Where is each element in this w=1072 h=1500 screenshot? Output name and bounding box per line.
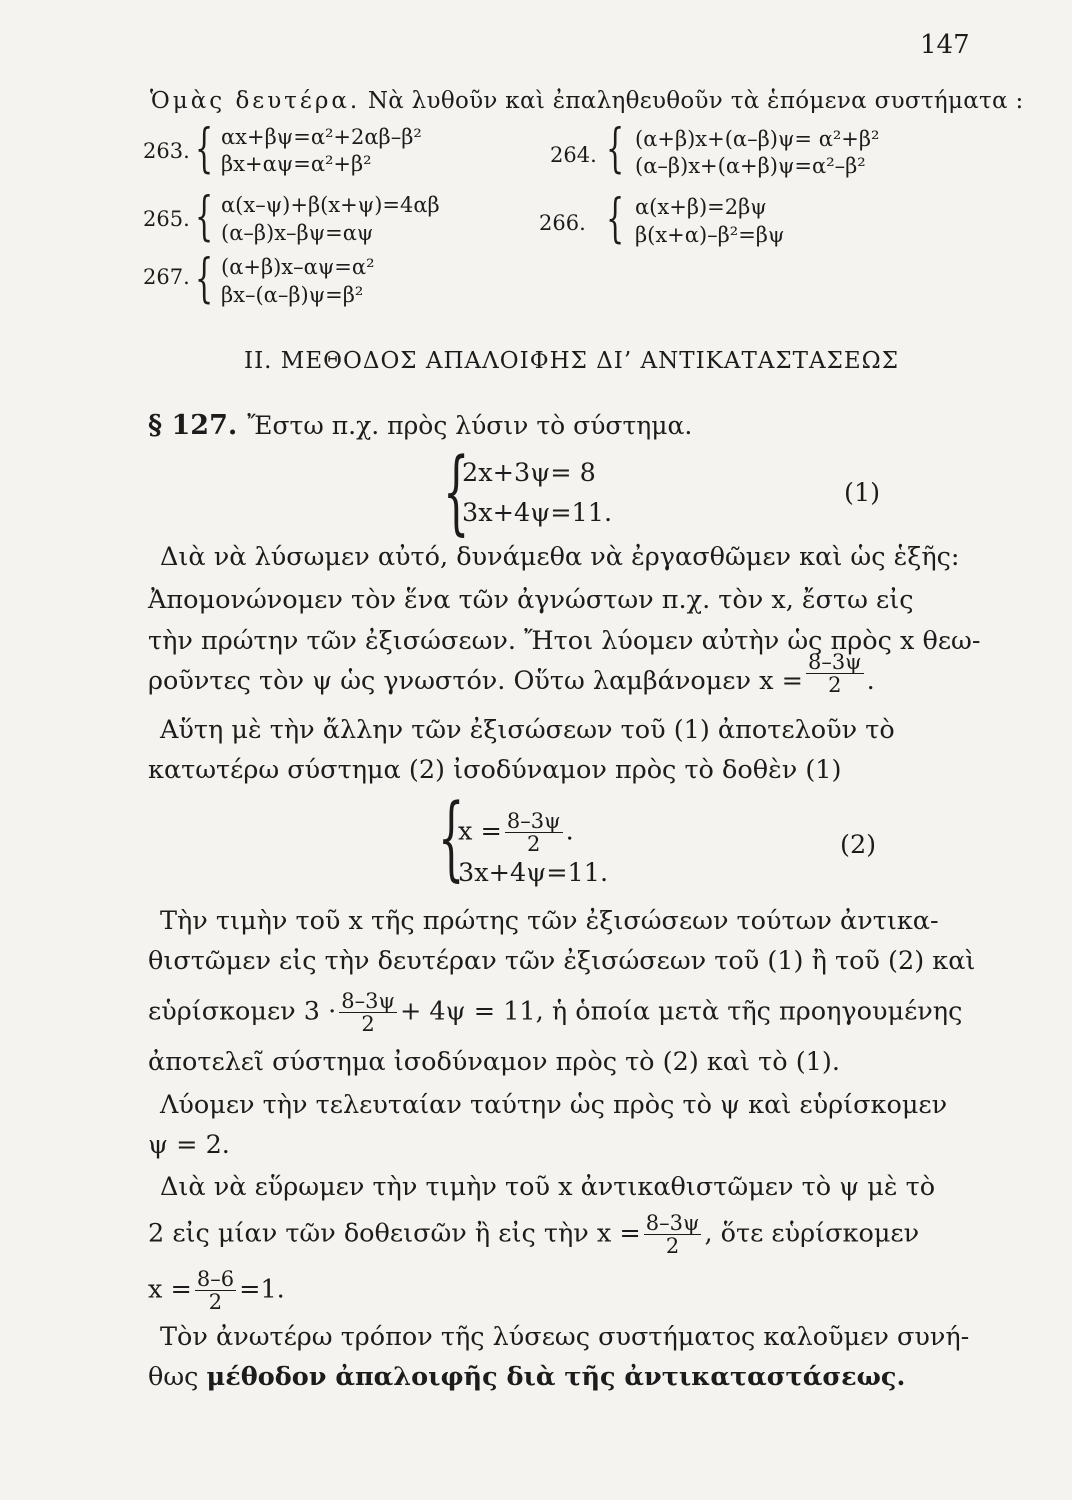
body-line-8: θιστῶμεν εἰς τὴν δευτέραν τῶν ἐξισώσεων τοῦ (1) ἢ τοῦ (2) καὶ: [148, 946, 976, 976]
paragraph-intro-text: Ἔστω π.χ. πρὸς λύσιν τὸ σύστημα.: [247, 411, 693, 440]
system1-label: (1): [844, 478, 881, 508]
fraction-4: [644, 1212, 702, 1257]
fraction-1: [806, 651, 864, 696]
fraction-2-numerator: 8–3ψ: [506, 809, 561, 833]
exercise-267-eq2: βx–(α–β)ψ=β²: [221, 283, 364, 307]
exercise-266-eq2: β(x+α)–β²=βψ: [635, 223, 785, 247]
section-heading: II. ΜΕΘΟΔΟΣ ΑΠΑΛΟΙΦΗΣ ΔΙ’ ΑΝΤΙΚΑΤΑΣΤΑΣΕΩΣ: [244, 348, 900, 374]
fraction-1-numerator: 8–3ψ: [807, 649, 862, 674]
body-line-15: [148, 1268, 285, 1313]
system2-x-lhs: x =: [458, 816, 502, 847]
body-line-4: ροῦντες τὸν ψ ὡς γνωστόν. Οὕτω λαμβάνομεν x = $\frac{8-3\psi}{2}$ .: [148, 649, 875, 697]
page-number: 147: [920, 30, 970, 60]
body-line-15a: x =: [148, 1274, 192, 1305]
exercise-265-eq2: (α–β)x–βψ=αψ: [221, 221, 374, 245]
group-heading-rest: Νὰ λυθοῦν καὶ ἐπαληθευθοῦν τὰ ἑπόμενα συστήματα :: [367, 88, 1024, 114]
paragraph-intro: [148, 410, 692, 441]
exercise-list: [143, 119, 943, 345]
exercise-265-number: 265.: [143, 207, 190, 231]
body-line-1: Διὰ νὰ λύσωμεν αὐτό, δυνάμεθα νὰ ἐργασθῶμεν καὶ ὡς ἑξῆς:: [160, 542, 960, 572]
body-line-17: [148, 1362, 905, 1392]
group-heading-lead: Ὁμὰς δευτέρα.: [150, 88, 361, 114]
exercise-264-eq1: (α+β)x+(α–β)ψ= α²+β²: [635, 127, 880, 151]
exercise-264-number: 264.: [550, 143, 597, 167]
fraction-2-denominator: 2: [527, 832, 541, 856]
group-heading: [150, 88, 1024, 114]
exercise-266-number: 266.: [539, 211, 586, 235]
exercise-267-eq1: (α+β)x–αψ=α²: [221, 255, 375, 279]
brace-266: {: [606, 189, 625, 249]
body-line-15b: =1.: [239, 1274, 285, 1305]
body-line-9a: εὑρίσκομεν 3 ·: [148, 996, 337, 1027]
body-line-9b: + 4ψ = 11,: [399, 996, 544, 1027]
system1-brace: {: [443, 438, 470, 545]
section-mark: § 127.: [148, 410, 238, 441]
fraction-4-denominator: 2: [665, 1234, 680, 1258]
fraction-4-numerator: 8–3ψ: [645, 1211, 700, 1235]
exercise-266-eq1: α(x+β)=2βψ: [635, 195, 767, 219]
system1-eq2: 3x+4ψ=11.: [462, 498, 613, 528]
system2-brace: {: [438, 784, 465, 891]
body-line-9: [148, 990, 962, 1035]
body-line-2-text: Ἀπομονώνομεν τὸν ἕνα τῶν ἀγνώστων π.χ. τὸν x, ἔστω εἰς: [148, 585, 914, 615]
body-line-7: Τὴν τιμὴν τοῦ x τῆς πρώτης τῶν ἐξισώσεων τούτων ἀντικα-: [160, 906, 939, 936]
system2-label: (2): [840, 830, 877, 860]
body-line-6: κατωτέρω σύστημα (2) ἰσοδύναμον πρὸς τὸ δοθὲν (1): [148, 755, 842, 785]
body-line-9c: ἡ ὁποία μετὰ τῆς προηγουμένης: [551, 996, 963, 1027]
exercise-263-eq1: αx+βψ=α²+2αβ–β²: [221, 125, 422, 149]
body-line-14b: ὅτε εὑρίσκομεν: [720, 1218, 920, 1249]
body-line-11: Λύομεν τὴν τελευταίαν ταύτην ὡς πρὸς τὸ ψ καὶ εὑρίσκομεν: [160, 1090, 948, 1120]
body-line-2: [148, 585, 948, 615]
brace-267: {: [195, 249, 214, 309]
exercise-263-number: 263.: [143, 139, 190, 163]
brace-264: {: [606, 119, 625, 179]
exercise-265-eq1: α(x–ψ)+β(x+ψ)=4αβ: [221, 193, 440, 217]
body-line-17a: θως: [148, 1362, 199, 1392]
fraction-3: [339, 990, 397, 1035]
body-line-16: Τὸν ἀνωτέρω τρόπον τῆς λύσεως συστήματος καλοῦμεν συνή-: [160, 1322, 970, 1352]
brace-263: {: [195, 119, 214, 179]
fraction-5: [195, 1268, 236, 1313]
body-line-14: 2 εἰς μίαν τῶν δοθεισῶν ἢ εἰς τὴν x = $\frac{8-3\psi}{2}$ , ὅτε εὑρίσκομεν: [148, 1211, 920, 1258]
body-line-13: Διὰ νὰ εὕρωμεν τὴν τιμὴν τοῦ x ἀντικαθιστῶμεν τὸ ψ μὲ τὸ: [160, 1172, 936, 1202]
fraction-3-denominator: 2: [361, 1012, 375, 1036]
system1-eq1: 2x+3ψ= 8: [462, 458, 596, 488]
body-line-10: ἀποτελεῖ σύστημα ἰσοδύναμον πρὸς τὸ (2) καὶ τὸ (1).: [148, 1047, 840, 1077]
fraction-5-numerator: 8–6: [196, 1267, 235, 1291]
body-line-14a: 2 εἰς μίαν τῶν δοθεισῶν ἢ εἰς τὴν x =: [148, 1218, 641, 1249]
brace-265: {: [195, 187, 214, 247]
method-name: μέθοδον ἀπαλοιφῆς διὰ τῆς ἀντικαταστάσεως.: [206, 1362, 906, 1392]
fraction-5-denominator: 2: [208, 1290, 223, 1314]
fraction-3-numerator: 8–3ψ: [341, 989, 395, 1013]
body-line-4-text: ροῦντες τὸν ψ ὡς γνωστόν. Οὕτω λαμβάνομεν x =: [148, 666, 803, 696]
system2-eq2: 3x+4ψ=11.: [458, 858, 609, 888]
body-line-3: τὴν πρώτην τῶν ἐξισώσεων. Ἤτοι λύομεν αὐτὴν ὡς πρὸς x θεω-: [148, 626, 981, 656]
fraction-2: [505, 810, 563, 855]
exercise-267-number: 267.: [143, 265, 190, 289]
exercise-263-eq2: βx+αψ=α²+β²: [221, 152, 372, 176]
body-line-5: Αὕτη μὲ τὴν ἄλλην τῶν ἐξισώσεων τοῦ (1) ἀποτελοῦν τὸ: [160, 715, 895, 745]
body-line-12: ψ = 2.: [148, 1130, 230, 1160]
fraction-1-denominator: 2: [828, 672, 842, 697]
exercise-264-eq2: (α–β)x+(α+β)ψ=α²–β²: [635, 154, 866, 178]
system2-eq1: x = $\frac{8-3\psi}{2}$ .: [458, 809, 574, 856]
